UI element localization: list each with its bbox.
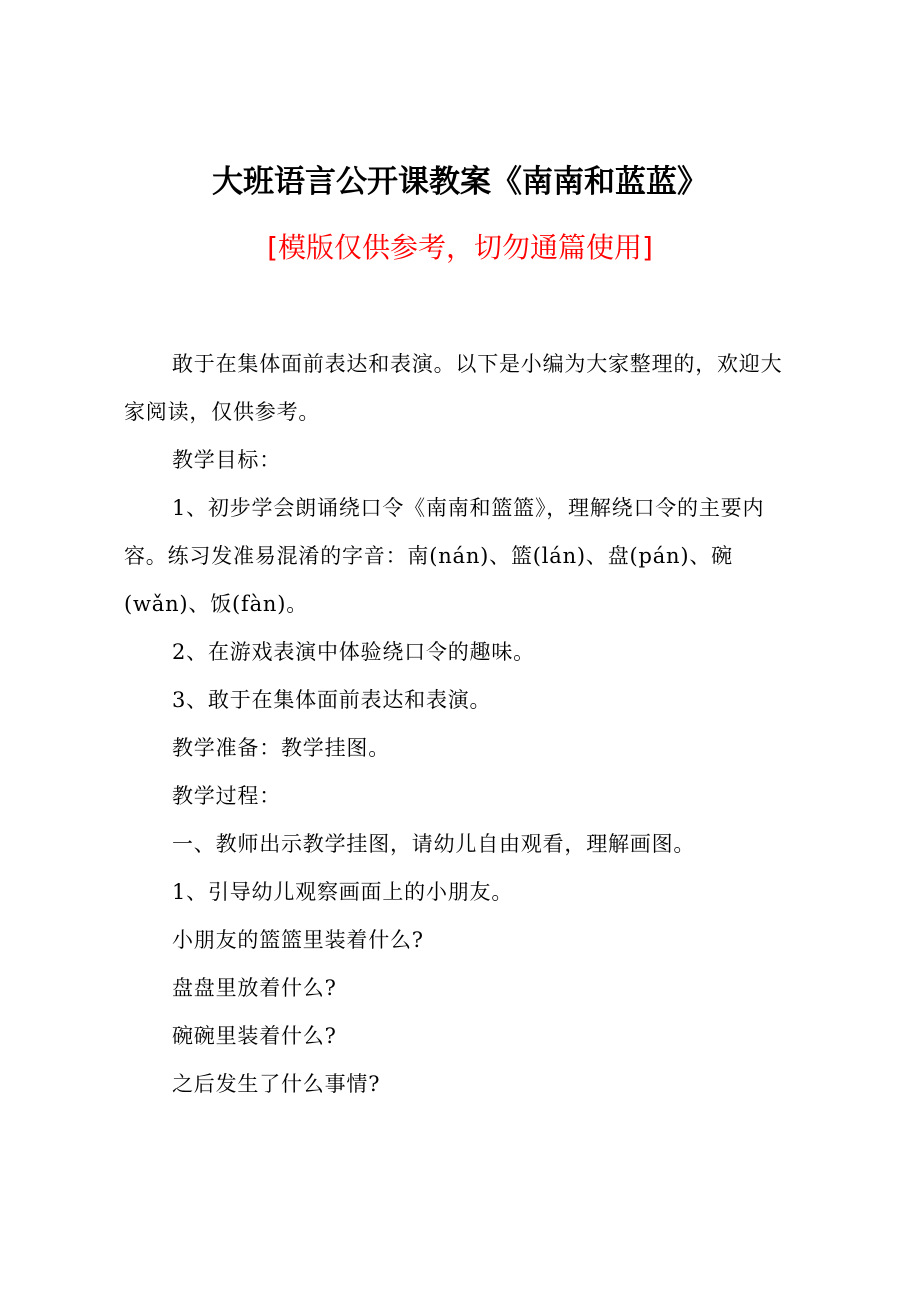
process-substep-1: 1、引导幼儿观察画面上的小朋友。 xyxy=(172,880,514,904)
question-line: 盘盘里放着什么? xyxy=(172,976,337,1000)
template-notice: [模版仅供参考，切勿通篇使用] xyxy=(267,231,653,264)
document-body xyxy=(124,340,796,1108)
process-step-1: 一、教师出示教学挂图，请幼儿自由观看，理解画图。 xyxy=(172,832,696,856)
goal-item-2: 2、在游戏表演中体验绕口令的趣味。 xyxy=(172,640,535,664)
section-heading-goals: 教学目标： xyxy=(172,448,281,472)
goal-item-1: 1、初步学会朗诵绕口令《南南和篮篮》，理解绕口令的主要内容。练习发准易混淆的字音：南(nán)、篮(lán)、盘(pán)、碗(wǎn)、饭(fàn)。 xyxy=(124,496,765,616)
section-heading-process: 教学过程： xyxy=(172,784,281,808)
question-line: 碗碗里装着什么? xyxy=(172,1024,337,1048)
section-heading-preparation: 教学准备：教学挂图。 xyxy=(172,736,390,760)
intro-paragraph: 敢于在集体面前表达和表演。以下是小编为大家整理的，欢迎大家阅读，仅供参考。 xyxy=(124,352,783,424)
goal-item-3: 3、敢于在集体面前表达和表演。 xyxy=(172,688,492,712)
document-title: 大班语言公开课教案《南南和蓝蓝》 xyxy=(212,164,708,200)
question-line: 之后发生了什么事情? xyxy=(172,1072,381,1096)
question-line: 小朋友的篮篮里装着什么? xyxy=(172,928,424,952)
